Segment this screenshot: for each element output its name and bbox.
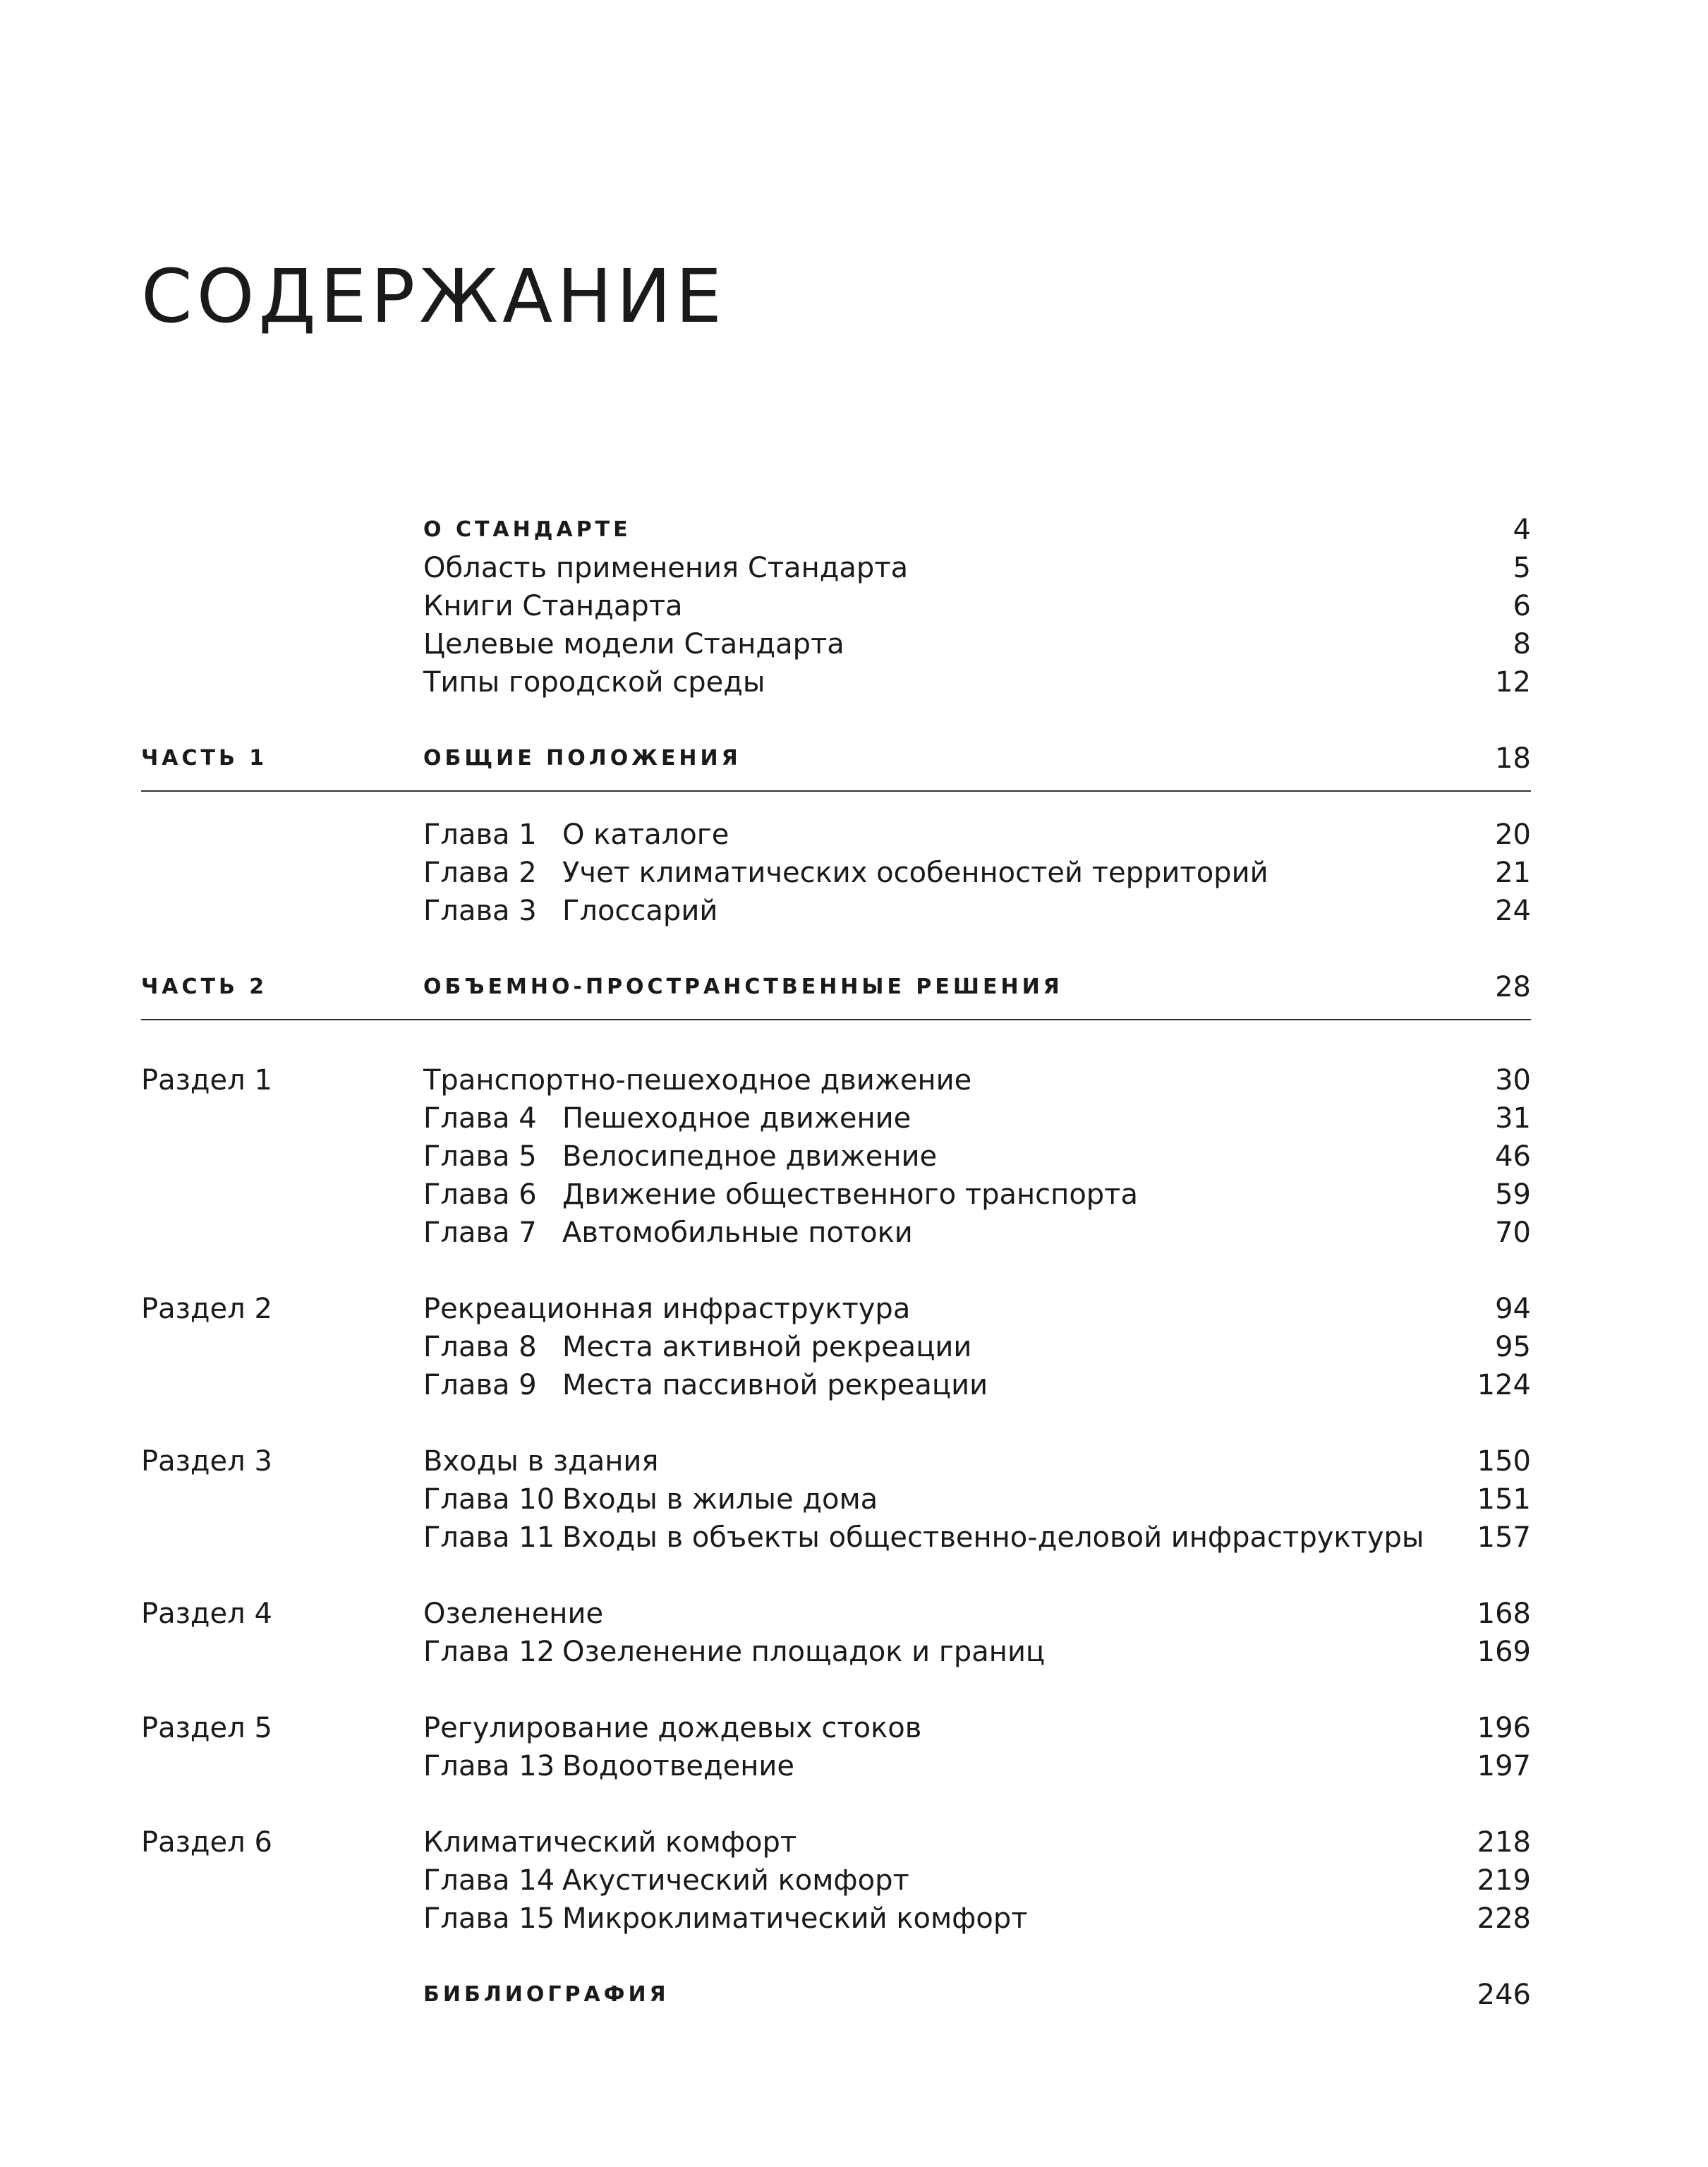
toc-chapter-title: Озеленение площадок и границ xyxy=(562,1636,1046,1668)
toc-page-number: 21 xyxy=(1495,857,1531,889)
toc-chapter[interactable] xyxy=(141,1176,1531,1214)
toc-chapter[interactable] xyxy=(141,1861,1531,1900)
toc-part-heading: ОБЩИЕ ПОЛОЖЕНИЯ xyxy=(423,746,741,771)
toc-chapter[interactable] xyxy=(141,1747,1531,1785)
toc-page-number: 197 xyxy=(1477,1750,1531,1782)
toc-chapter[interactable] xyxy=(141,1137,1531,1176)
toc-chapter[interactable] xyxy=(141,816,1531,854)
toc-chapter-title: Учет климатических особенностей территорий xyxy=(562,857,1268,889)
toc-chapter-number: Глава 14 xyxy=(423,1864,555,1897)
toc-chapter-number: Глава 10 xyxy=(423,1483,555,1516)
toc-page-number: 196 xyxy=(1477,1712,1531,1744)
toc-page-number: 46 xyxy=(1495,1140,1531,1173)
toc-heading-label: О СТАНДАРТЕ xyxy=(423,517,631,542)
toc-entry[interactable] xyxy=(141,587,1531,625)
toc-page-number: 4 xyxy=(1513,514,1531,546)
toc-page-number: 219 xyxy=(1477,1864,1531,1897)
toc-chapter-title: Места пассивной рекреации xyxy=(562,1369,988,1401)
toc-chapter-number: Глава 1 xyxy=(423,819,537,851)
toc-section-label: Раздел 3 xyxy=(141,1445,272,1478)
toc-chapter-number: Глава 13 xyxy=(423,1750,555,1782)
toc-chapter[interactable] xyxy=(141,1328,1531,1366)
toc-chapter[interactable] xyxy=(141,1099,1531,1137)
toc-entry-title: Целевые модели Стандарта xyxy=(423,628,844,660)
toc-chapter[interactable] xyxy=(141,1366,1531,1404)
toc-section-title: Регулирование дождевых стоков xyxy=(423,1712,922,1744)
toc-page-number: 218 xyxy=(1477,1826,1531,1859)
toc-chapter-title: Входы в жилые дома xyxy=(562,1483,878,1516)
toc-chapter-title: Места активной рекреации xyxy=(562,1331,972,1363)
toc-entry[interactable] xyxy=(141,663,1531,701)
toc-chapter-title: О каталоге xyxy=(562,819,729,851)
toc-chapter-title: Пешеходное движение xyxy=(562,1102,911,1135)
toc-heading-about[interactable] xyxy=(141,511,1531,549)
toc-heading-label: БИБЛИОГРАФИЯ xyxy=(423,1982,670,2007)
toc-heading-bibliography[interactable] xyxy=(141,1976,1531,2014)
toc-chapter-number: Глава 2 xyxy=(423,857,537,889)
toc-section-5[interactable] xyxy=(141,1709,1531,1747)
toc-chapter[interactable] xyxy=(141,1900,1531,1938)
toc-section-1[interactable] xyxy=(141,1061,1531,1099)
toc-page-number: 157 xyxy=(1477,1521,1531,1554)
toc-chapter-number: Глава 7 xyxy=(423,1217,537,1249)
toc-section-4[interactable] xyxy=(141,1595,1531,1633)
toc-chapter[interactable] xyxy=(141,892,1531,930)
divider xyxy=(141,790,1531,792)
toc-page-number: 30 xyxy=(1495,1064,1531,1097)
toc-section-label: Раздел 6 xyxy=(141,1826,272,1859)
toc-section-title: Озеленение xyxy=(423,1598,604,1630)
toc-part-heading: ОБЪЕМНО-ПРОСТРАНСТВЕННЫЕ РЕШЕНИЯ xyxy=(423,974,1063,999)
toc-page-number: 6 xyxy=(1513,590,1531,622)
toc-chapter-number: Глава 4 xyxy=(423,1102,537,1135)
toc-page-number: 12 xyxy=(1495,666,1531,699)
toc-page-number: 59 xyxy=(1495,1178,1531,1211)
toc-entry[interactable] xyxy=(141,625,1531,663)
toc-part-2[interactable] xyxy=(141,968,1531,1006)
toc-page-number: 31 xyxy=(1495,1102,1531,1135)
toc-entry[interactable] xyxy=(141,549,1531,587)
toc-chapter-title: Глоссарий xyxy=(562,895,718,927)
divider xyxy=(141,1019,1531,1020)
toc-section-title: Климатический комфорт xyxy=(423,1826,797,1859)
toc-chapter[interactable] xyxy=(141,1519,1531,1557)
toc-page-number: 228 xyxy=(1477,1902,1531,1935)
toc-part-label: ЧАСТЬ 1 xyxy=(141,746,268,771)
toc-section-label: Раздел 1 xyxy=(141,1064,272,1097)
toc-part-1[interactable] xyxy=(141,740,1531,778)
toc-chapter-number: Глава 11 xyxy=(423,1521,555,1554)
toc-section-title: Транспортно-пешеходное движение xyxy=(423,1064,972,1097)
toc-page-number: 150 xyxy=(1477,1445,1531,1478)
toc-section-2[interactable] xyxy=(141,1290,1531,1328)
toc-chapter-title: Движение общественного транспорта xyxy=(562,1178,1138,1211)
toc-chapter-number: Глава 3 xyxy=(423,895,537,927)
toc-page-number: 24 xyxy=(1495,895,1531,927)
toc-page-number: 8 xyxy=(1513,628,1531,660)
toc-part-label: ЧАСТЬ 2 xyxy=(141,974,268,999)
toc-chapter-number: Глава 9 xyxy=(423,1369,537,1401)
toc-section-title: Рекреационная инфраструктура xyxy=(423,1293,911,1325)
toc-chapter-title: Велосипедное движение xyxy=(562,1140,938,1173)
toc-chapter-title: Акустический комфорт xyxy=(562,1864,909,1897)
toc-section-3[interactable] xyxy=(141,1442,1531,1480)
toc-chapter-title: Входы в объекты общественно-деловой инфраструктуры xyxy=(562,1521,1424,1554)
toc-page-number: 151 xyxy=(1477,1483,1531,1516)
toc-chapter[interactable] xyxy=(141,1480,1531,1519)
toc-section-6[interactable] xyxy=(141,1823,1531,1861)
toc-entry-title: Область применения Стандарта xyxy=(423,552,909,584)
toc-page-number: 5 xyxy=(1513,552,1531,584)
toc-page-number: 169 xyxy=(1477,1636,1531,1668)
toc-chapter-number: Глава 12 xyxy=(423,1636,555,1668)
toc-chapter-title: Микроклиматический комфорт xyxy=(562,1902,1028,1935)
toc-chapter-number: Глава 15 xyxy=(423,1902,555,1935)
toc-page-number: 20 xyxy=(1495,819,1531,851)
toc-section-label: Раздел 5 xyxy=(141,1712,272,1744)
toc-page-number: 94 xyxy=(1495,1293,1531,1325)
toc-section-label: Раздел 2 xyxy=(141,1293,272,1325)
toc-page-number: 168 xyxy=(1477,1598,1531,1630)
toc-page-number: 246 xyxy=(1477,1979,1531,2011)
toc-entry-title: Типы городской среды xyxy=(423,666,765,699)
toc-chapter-title: Водоотведение xyxy=(562,1750,795,1782)
toc-page-number: 95 xyxy=(1495,1331,1531,1363)
toc-page-number: 28 xyxy=(1495,971,1531,1003)
page-title: СОДЕРЖАНИЕ xyxy=(141,253,727,339)
toc-page-number: 124 xyxy=(1477,1369,1531,1401)
toc-chapter[interactable] xyxy=(141,854,1531,892)
toc-chapter-number: Глава 6 xyxy=(423,1178,537,1211)
toc-chapter[interactable] xyxy=(141,1633,1531,1671)
toc-section-title: Входы в здания xyxy=(423,1445,659,1478)
toc-chapter[interactable] xyxy=(141,1214,1531,1252)
toc-chapter-number: Глава 8 xyxy=(423,1331,537,1363)
toc-entry-title: Книги Стандарта xyxy=(423,590,683,622)
toc-chapter-number: Глава 5 xyxy=(423,1140,537,1173)
toc-page-number: 18 xyxy=(1495,742,1531,775)
toc-section-label: Раздел 4 xyxy=(141,1598,272,1630)
toc-chapter-title: Автомобильные потоки xyxy=(562,1217,913,1249)
toc-page-number: 70 xyxy=(1495,1217,1531,1249)
